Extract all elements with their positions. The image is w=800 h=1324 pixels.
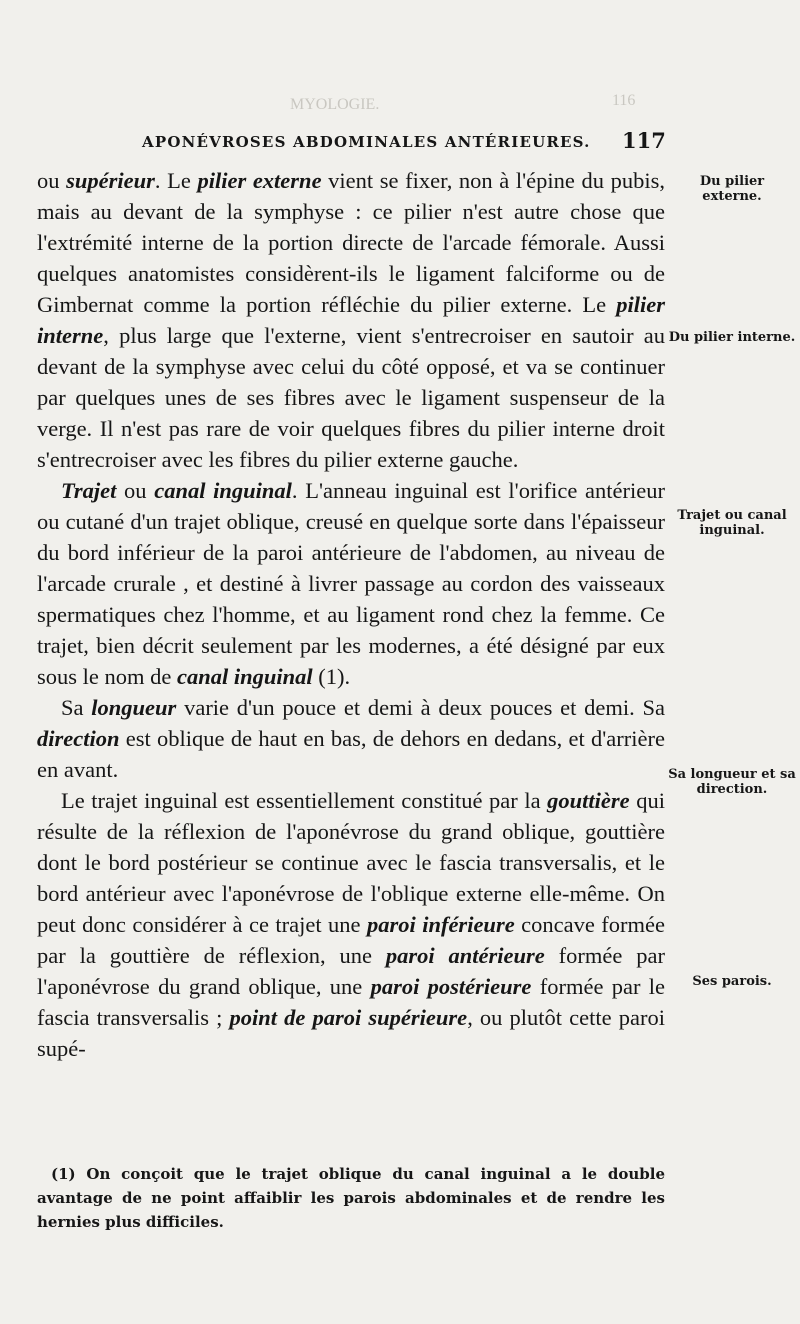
text-run: , ou plutôt cette paroi supé- <box>37 1005 665 1061</box>
emphasized-term: paroi inférieure <box>366 912 515 937</box>
emphasized-term: Trajet <box>61 478 117 503</box>
emphasized-term: pilier interne <box>37 292 665 348</box>
footnote: (1) On conçoit que le trajet oblique du canal inguinal a le double avantage de ne point affaiblir les parois abdominales et de rendre les hernies plus difficiles. <box>37 1165 665 1231</box>
text-run: . L'anneau inguinal est l'orifice antérieur ou cutané d'un trajet oblique, creusé en quelque sorte dans l'épaisseur du bord inférieur de la paroi antérieure de l'abdomen, au niveau de l'arcade crurale , et destiné à livrer passage au cordon des vaisseaux spermatiques chez l'homme, et au ligament rond chez la femme. Ce trajet, bien décrit seulement par les modernes, a été désigné par eux sous le nom de <box>37 478 666 689</box>
emphasized-term: point de paroi supérieure <box>229 1005 468 1030</box>
running-title: APONÉVROSES ABDOMINALES ANTÉRIEURES. <box>142 133 591 151</box>
text-run: qui résulte de la réflexion de l'aponévrose du grand oblique, gouttière dont le bord postérieur se continue avec le fascia transversalis, et le bord antérieur avec l'aponévrose de l'oblique externe elle-même. On peut donc considérer à ce trajet une <box>37 788 665 937</box>
emphasized-term: direction <box>37 726 120 751</box>
text-run: formée par l'aponévrose du grand oblique, une <box>37 943 665 999</box>
margin-note-pilier-externe: Du pilier externe. <box>699 174 765 204</box>
margin-note-trajet: Trajet ou canal inguinal. <box>677 508 787 538</box>
margin-note-pilier-interne: Du pilier interne. <box>668 330 796 345</box>
emphasized-term: gouttière <box>547 788 630 813</box>
emphasized-term: canal inguinal <box>154 478 292 503</box>
paragraph <box>37 692 665 785</box>
page-number: 117 <box>622 128 666 153</box>
text-run: (1). <box>312 664 351 689</box>
text-run: varie d'un pouce et demi à deux pouces et demi. Sa <box>176 695 665 720</box>
emphasized-term: paroi antérieure <box>385 943 545 968</box>
text-run: Le trajet inguinal est essentiellement constitué par la <box>61 788 548 813</box>
text-run: , plus large que l'externe, vient s'entrecroiser en sautoir au devant de la symphyse avec celui du côté opposé, et va se continuer par quelques unes de ses fibres avec le ligament suspenseur de la verge. Il n'est pas rare de voir quelques fibres du pilier interne droit s'entrecroiser avec les fibres du pilier externe gauche. <box>37 323 665 472</box>
paragraph <box>37 785 665 1064</box>
text-run: concave formée par la gouttière de réflexion, une <box>37 912 665 968</box>
emphasized-term: supérieur <box>66 168 155 193</box>
paragraph <box>37 475 665 692</box>
emphasized-term: longueur <box>91 695 177 720</box>
text-run: formée par le fascia transversalis ; <box>37 974 665 1030</box>
margin-note-longueur: Sa longueur et sa direction. <box>668 767 796 797</box>
text-run: . Le <box>154 168 198 193</box>
emphasized-term: canal inguinal <box>177 664 313 689</box>
text-run: vient se fixer, non à l'épine du pubis, mais au devant de la symphyse : ce pilier n'est autre chose que l'extrémité interne de la portion directe de l'arcade fémorale. Aussi quelques anatomistes considèrent-ils le ligament falciforme ou de Gimbernat comme la portion réfléchie du pilier externe. Le <box>37 168 666 317</box>
paragraph <box>37 165 665 475</box>
text-run: ou <box>116 478 155 503</box>
emphasized-term: paroi postérieure <box>370 974 532 999</box>
bleed-through-text: MYOLOGIE. <box>290 96 380 113</box>
bleed-through-text: 116 <box>612 92 636 109</box>
emphasized-term: pilier externe <box>197 168 322 193</box>
text-run: ou <box>37 168 67 193</box>
margin-note-parois: Ses parois. <box>692 974 772 989</box>
main-text <box>37 165 665 1064</box>
text-run: est oblique de haut en bas, de dehors en dedans, et d'arrière en avant. <box>37 726 665 782</box>
text-run: Sa <box>61 695 92 720</box>
